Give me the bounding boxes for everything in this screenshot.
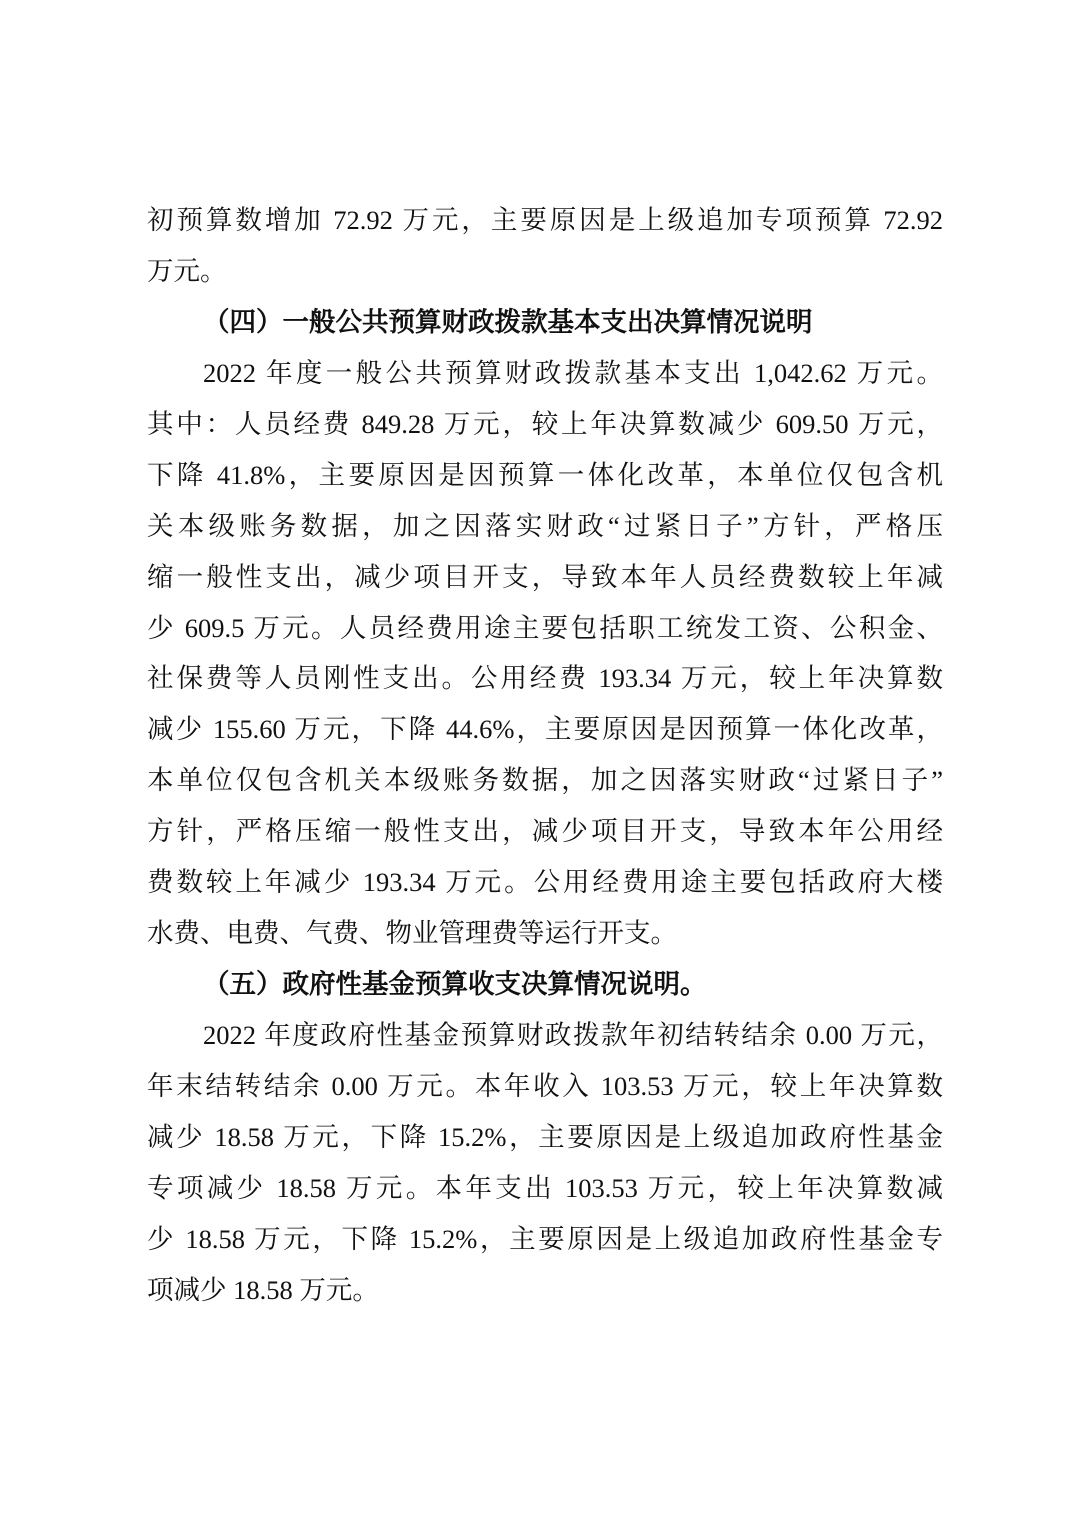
paragraph-line: 下降 41.8%，主要原因是因预算一体化改革，本单位仅包含机 [147,459,943,490]
document-page [147,195,943,1316]
paragraph-line: 社保费等人员刚性支出。公用经费 193.34 万元，较上年决算数 [147,663,943,694]
paragraph-line: 其中：人员经费 849.28 万元，较上年决算数减少 609.50 万元， [147,408,943,439]
paragraph-first-line: 2022 年度政府性基金预算财政拨款年初结转结余 0.00 万元， [203,1020,943,1050]
paragraph-line: 少 609.5 万元。人员经费用途主要包括职工统发工资、公积金、 [147,612,943,643]
paragraph-line: 少 18.58 万元，下降 15.2%，主要原因是上级追加政府性基金专 [147,1223,943,1254]
paragraph-line: 初预算数增加 72.92 万元，主要原因是上级追加专项预算 72.92 [147,205,943,235]
paragraph-line: 缩一般性支出，减少项目开支，导致本年人员经费数较上年减 [147,561,943,592]
paragraph-last-line: 万元。 [147,255,227,286]
paragraph-line: 减少 18.58 万元，下降 15.2%，主要原因是上级追加政府性基金 [147,1121,943,1152]
paragraph-line: 年末结转结余 0.00 万元。本年收入 103.53 万元，较上年决算数 [147,1070,943,1101]
paragraph-first-line: 2022 年度一般公共预算财政拨款基本支出 1,042.62 万元。 [203,357,943,388]
paragraph-line: 本单位仅包含机关本级账务数据，加之因落实财政“过紧日子” [147,765,943,796]
paragraph-last-line: 水费、电费、气费、物业管理费等运行开支。 [147,918,677,949]
section-heading: （五）政府性基金预算收支决算情况说明。 [203,969,707,1000]
paragraph-line: 专项减少 18.58 万元。本年支出 103.53 万元，较上年决算数减 [147,1172,943,1203]
paragraph-line: 费数较上年减少 193.34 万元。公用经费用途主要包括政府大楼 [147,867,943,898]
paragraph-line: 关本级账务数据，加之因落实财政“过紧日子”方针，严格压 [147,510,943,541]
section-heading: （四）一般公共预算财政拨款基本支出决算情况说明 [203,306,813,337]
paragraph-last-line: 项减少 18.58 万元。 [147,1274,379,1305]
paragraph-line: 减少 155.60 万元，下降 44.6%，主要原因是因预算一体化改革， [147,714,943,745]
paragraph-line: 方针，严格压缩一般性支出，减少项目开支，导致本年公用经 [147,816,943,847]
